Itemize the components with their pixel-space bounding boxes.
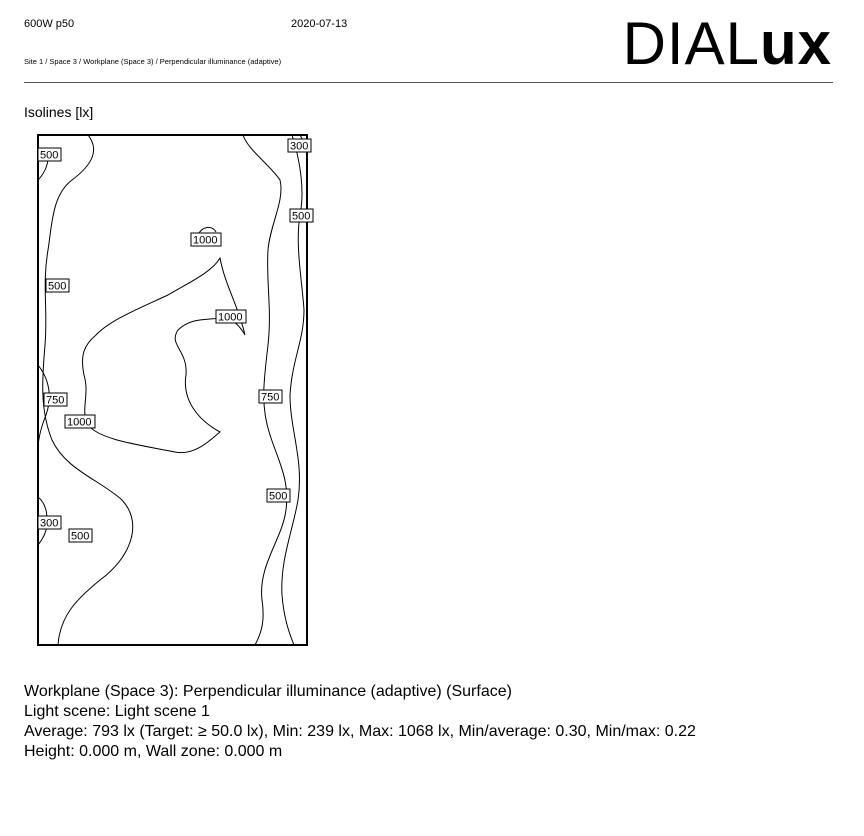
report-date: 2020-07-13 (291, 18, 348, 30)
iso-label (44, 393, 67, 407)
height-info: Height: 0.000 m, Wall zone: 0.000 m (24, 743, 283, 760)
svg-text:500: 500 (48, 280, 67, 293)
svg-text:1000: 1000 (67, 416, 92, 429)
iso-label (267, 489, 290, 503)
light-scene: Light scene: Light scene 1 (24, 703, 210, 720)
svg-text:500: 500 (269, 490, 288, 503)
iso-label (38, 516, 61, 530)
iso-label (259, 390, 282, 404)
project-name: 600W p50 (24, 18, 75, 30)
result-summary (24, 682, 696, 762)
iso-label (216, 310, 246, 324)
svg-text:300: 300 (40, 517, 59, 530)
surface-description: Workplane (Space 3): Perpendicular illuminance (adaptive) (Surface) (24, 683, 512, 700)
isoline-500-left (43, 135, 133, 645)
svg-text:1000: 1000 (193, 234, 218, 247)
iso-label (38, 148, 61, 162)
svg-text:300: 300 (290, 140, 309, 153)
iso-label (69, 529, 92, 543)
svg-text:500: 500 (71, 530, 90, 543)
logo-bold-part: ux (759, 10, 832, 77)
svg-text:500: 500 (292, 210, 311, 223)
svg-text:750: 750 (46, 394, 65, 407)
iso-label (191, 233, 221, 247)
svg-text:500: 500 (40, 149, 59, 162)
breadcrumb: Site 1 / Space 3 / Workplane (Space 3) / Perpendicular illuminance (adaptive) (24, 57, 282, 66)
logo-light-part: DIAL (622, 10, 760, 77)
illuminance-statistics: Average: 793 lx (Target: ≥ 50.0 lx), Min: 239 lx, Max: 1068 lx, Min/average: 0.30, Min/max: 0.22 (24, 723, 696, 740)
svg-text:1000: 1000 (218, 311, 243, 324)
isoline-1000-central (83, 258, 246, 453)
section-title: Isolines [lx] (24, 104, 94, 120)
iso-label (288, 139, 311, 153)
iso-label (46, 279, 69, 293)
iso-label (290, 209, 313, 223)
svg-text:750: 750 (261, 391, 280, 404)
iso-label (65, 415, 95, 429)
